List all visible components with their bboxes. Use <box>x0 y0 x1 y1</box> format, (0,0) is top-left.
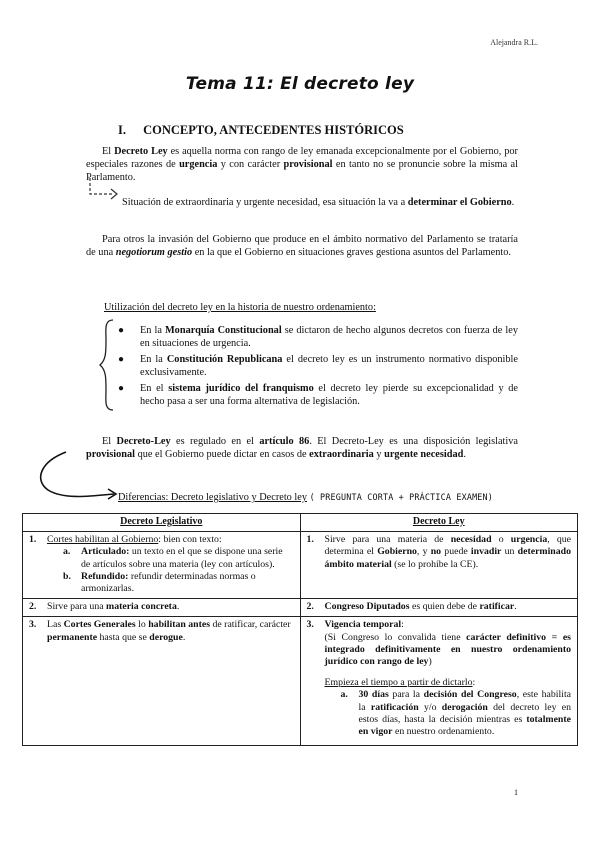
table-row <box>23 617 578 746</box>
curved-arrow-icon <box>30 448 122 504</box>
differences-heading: Diferencias: Decreto legislativo y Decreto ley ( PREGUNTA CORTA + PRÁCTICA EXAMEN) <box>118 492 494 503</box>
table-header-row <box>23 514 578 532</box>
bullet-icon: ● <box>118 354 125 365</box>
paragraph-situation: Situación de extraordinaria y urgente necesidad, esa situación la va a determinar el Gobierno. <box>122 197 515 208</box>
paragraph-article86: El Decreto-Ley es regulado en el artículo 86. El Decreto-Ley es una disposición legislativa provisional que el Gobierno puede dictar en casos de extraordinaria y urgente necesidad. <box>86 436 519 460</box>
table-row <box>23 599 578 617</box>
page-number: 1 <box>514 788 518 797</box>
paragraph-definition: El Decreto Ley es aquella norma con rango de ley emanada excepcionalmente por el Gobierno, por especiales razones de urgencia y con carácter provisional en tanto no se pronuncie sobre la misma al Parlamento. <box>86 146 518 183</box>
history-list <box>112 324 518 411</box>
comparison-table <box>22 513 578 746</box>
cell-right-3: 3. Vigencia temporal: (Si Congreso lo convalida tiene carácter definitivo = es integrado definitivamente en nuestro ordenamiento jurídico con rango de ley) Empieza el tiempo a partir de dictarlo: a. 30 días para la decisión del Congreso, este habilita la ratificación y/o derogación del decreto ley en estos días, hasta la decisión mientras es totalmente en vigor en nuestro ordenamiento. <box>300 617 578 746</box>
list-item: ● En el sistema jurídico del franquismo el decreto ley pierde su excepcionalidad y de hecho pasa a ser una forma alternativa de legislación. <box>118 383 519 407</box>
cell-left-1: 1. Cortes habilitan al Gobierno: bien con texto: a. Articulado: un texto en el que se dispone una serie de artículos sobre una materia (ley con artículos). b. Refundido: refundir determinadas normas o armonizarlas. <box>23 532 301 599</box>
exam-note: ( PREGUNTA CORTA + PRÁCTICA EXAMEN) <box>309 492 494 502</box>
bullet-icon: ● <box>118 383 125 394</box>
section-title: CONCEPTO, ANTECEDENTES HISTÓRICOS <box>143 123 404 137</box>
list-item: ● En la Constitución Republicana el decreto ley es un instrumento normativo disponible exclusivamente. <box>118 354 518 378</box>
bullet-icon: ● <box>118 325 125 336</box>
section-number: I. <box>118 123 126 137</box>
author-name: Alejandra R.L. <box>490 38 538 47</box>
cell-right-1: 1. Sirve para una materia de necesidad o urgencia, que determina el Gobierno, y no puede invadir un determinado ámbito material (se lo prohíbe la CE). <box>300 532 578 599</box>
header-decreto-legislativo: Decreto Legislativo <box>23 514 301 532</box>
cell-right-2: 2. Congreso Diputados es quien debe de ratificar. <box>300 599 578 617</box>
section-heading <box>118 123 404 138</box>
history-heading: Utilización del decreto ley en la historia de nuestro ordenamiento: <box>104 302 376 313</box>
cell-left-3: 3. Las Cortes Generales lo habilitan antes de ratificar, carácter permanente hasta que se derogue. <box>23 617 301 746</box>
list-item: ● En la Monarquía Constitucional se dictaron de hecho algunos decretos con fuerza de ley en situaciones de urgencia. <box>118 325 518 349</box>
header-decreto-ley: Decreto Ley <box>300 514 578 532</box>
page-title: Tema 11: El decreto ley <box>185 74 415 94</box>
cell-left-2: 2. Sirve para una materia concreta. <box>23 599 301 617</box>
dashed-arrow-icon <box>86 176 122 206</box>
paragraph-negotiorum: Para otros la invasión del Gobierno que produce en el ámbito normativo del Parlamento se trataría de una negotiorum gestio en la que el Gobierno en situaciones graves gestiona asuntos del Parlamento. <box>86 234 518 258</box>
table-row <box>23 532 578 599</box>
